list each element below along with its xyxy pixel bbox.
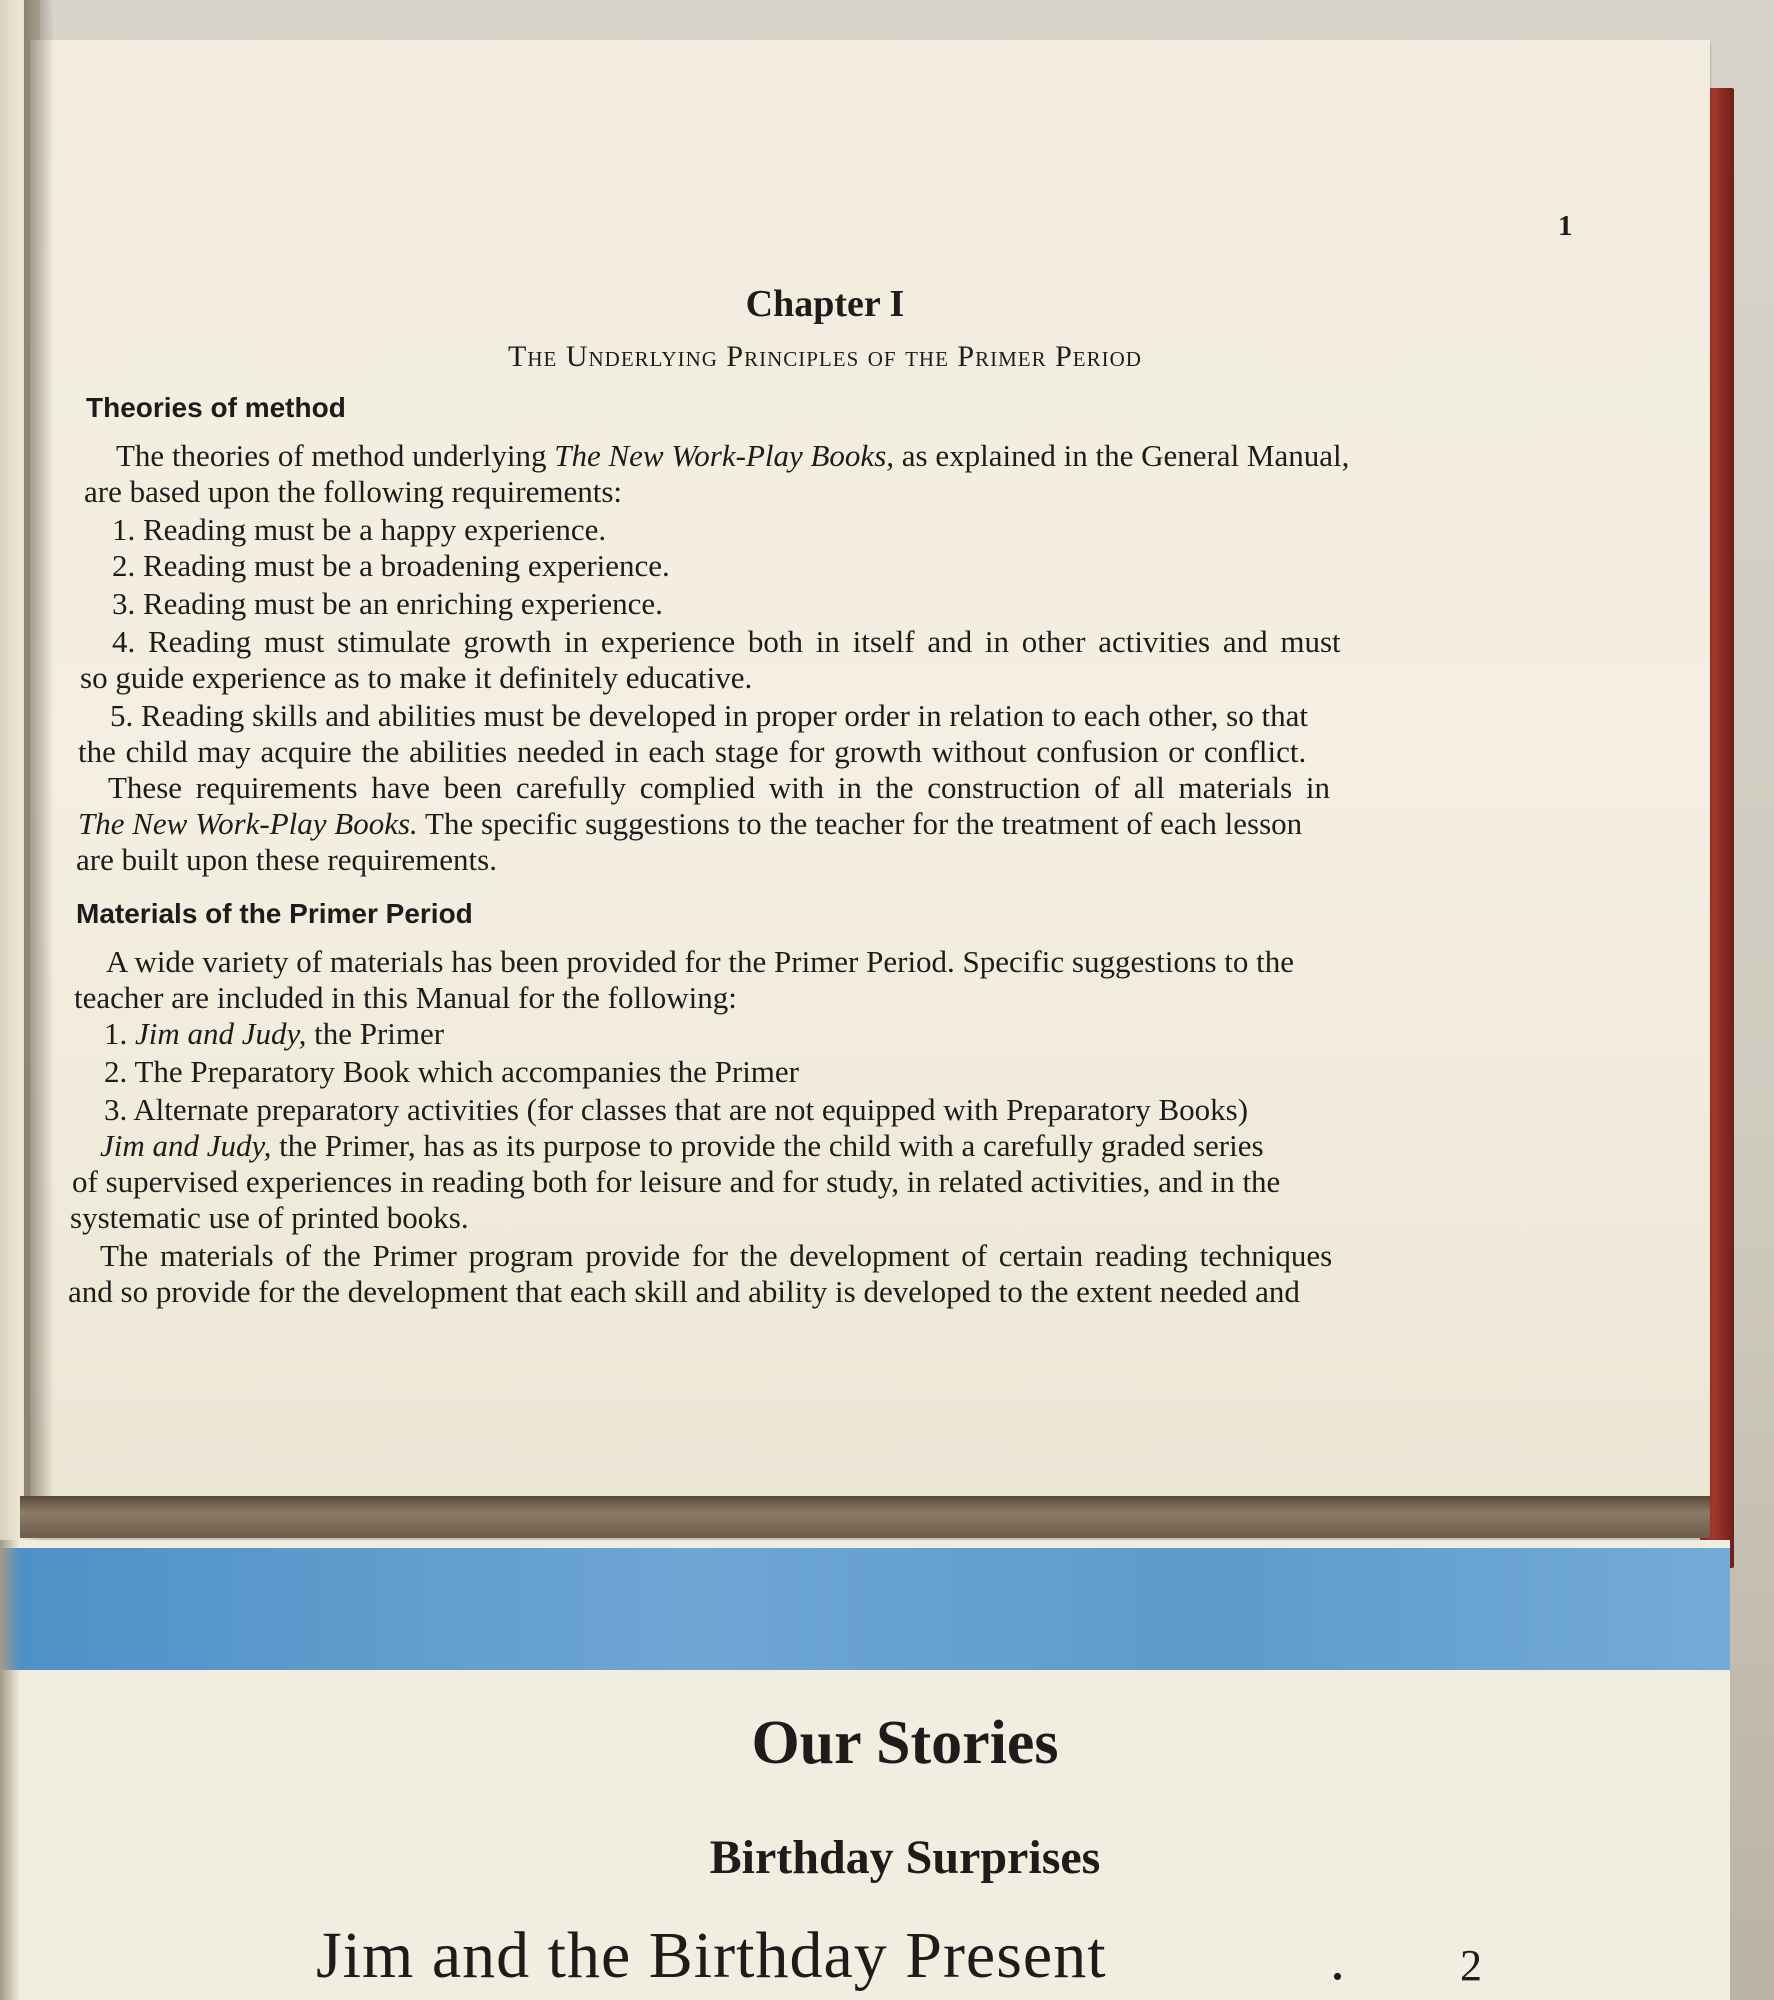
list-item: 4. Reading must stimulate growth in experience both in itself and in other activities and must xyxy=(112,624,1341,659)
text-run: The theories of method underlying xyxy=(116,438,555,473)
paragraph-line xyxy=(100,1128,1264,1164)
list-item: 2. The Preparatory Book which accompanies the Primer xyxy=(104,1054,800,1089)
book-title: Our Stories xyxy=(751,1709,1059,1777)
list-item: 2. Reading must be a broadening experience. xyxy=(112,548,670,583)
text-run: The specific suggestions to the teacher for the treatment of each lesson xyxy=(417,806,1303,841)
list-item: 1. Reading must be a happy experience. xyxy=(112,512,607,547)
book-title-italic: The New Work-Play Books. xyxy=(78,806,418,841)
paragraph-line: systematic use of printed books. xyxy=(70,1200,469,1235)
paragraph-line: A wide variety of materials has been provided for the Primer Period. Specific suggestions to the xyxy=(106,944,1295,979)
paragraph-line: The materials of the Primer program provide for the development of certain reading techniques xyxy=(100,1238,1333,1273)
text-run: 1. xyxy=(104,1016,135,1051)
list-item: 3. Alternate preparatory activities (for classes that are not equipped with Preparatory Books) xyxy=(104,1092,1249,1127)
text-run: the Primer, has as its purpose to provide the child with a carefully graded series xyxy=(271,1128,1264,1163)
paragraph-line xyxy=(116,438,1349,474)
paragraph-line: teacher are included in this Manual for the following: xyxy=(74,980,737,1015)
paragraph-line: These requirements have been carefully complied with in the construction of all materials in xyxy=(108,770,1331,805)
text-run: the Primer xyxy=(306,1016,445,1051)
book-title-italic: Jim and Judy, xyxy=(135,1016,307,1051)
list-item-continued: the child may acquire the abilities needed in each stage for growth without confusion or conflict. xyxy=(78,734,1307,769)
list-item xyxy=(104,1016,444,1052)
chapter-heading: Chapter I xyxy=(745,283,905,325)
unit-title: Birthday Surprises xyxy=(709,1831,1101,1884)
paragraph-line: are built upon these requirements. xyxy=(76,842,497,877)
paragraph-line: and so provide for the development that each skill and ability is developed to the extent needed and xyxy=(68,1274,1300,1309)
blue-band xyxy=(0,1548,1730,1670)
list-item: 3. Reading must be an enriching experience. xyxy=(112,586,663,621)
paragraph-line: are based upon the following requirements: xyxy=(84,474,623,509)
page-stack-edge xyxy=(20,1496,1710,1538)
page-number: 1 xyxy=(1558,210,1573,242)
text-run: as explained in the General Manual, xyxy=(894,438,1350,473)
section-heading-theories: Theories of method xyxy=(86,392,346,423)
list-item-continued: so guide experience as to make it definitely educative. xyxy=(80,660,753,695)
paragraph-line: of supervised experiences in reading both for leisure and for study, in related activities, and in the xyxy=(72,1164,1281,1199)
gutter-shadow xyxy=(24,0,54,1500)
leader-dot: . xyxy=(1330,1926,1345,1992)
chapter-subtitle: The Underlying Principles of the Primer Period xyxy=(508,340,1142,373)
book-title-italic: The New Work-Play Books, xyxy=(554,438,895,473)
list-item: 5. Reading skills and abilities must be developed in proper order in relation to each other, so that xyxy=(110,698,1308,733)
story-title: Jim and the Birthday Present xyxy=(316,1919,1107,1992)
paragraph-line xyxy=(78,806,1302,842)
story-page-number: 2 xyxy=(1460,1941,1482,1990)
section-heading-materials: Materials of the Primer Period xyxy=(76,898,473,929)
book-title-italic: Jim and Judy, xyxy=(100,1128,272,1163)
